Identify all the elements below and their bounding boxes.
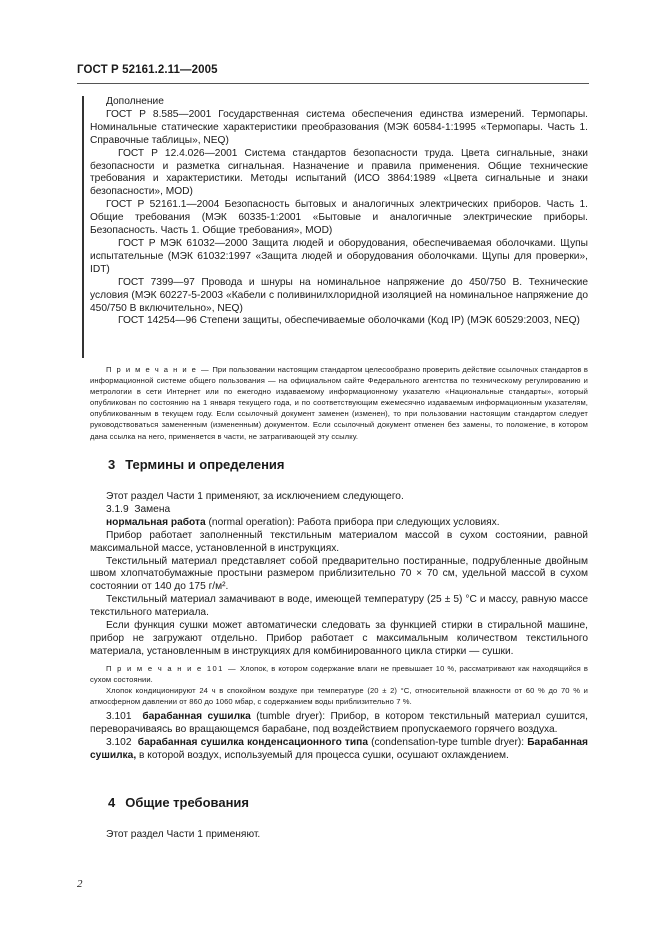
term: нормальная работа (106, 516, 206, 528)
section-title: Общие требования (125, 795, 249, 810)
term-definition (90, 517, 588, 530)
section-intro: Этот раздел Части 1 применяют. (106, 829, 261, 840)
definition-3-102 (90, 737, 588, 763)
supplement-item: ГОСТ Р 12.4.026—2001 Система стандартов безопасности труда. Цвета сигнальные, знаки безопасности и разметка сигнальная. Назначение и правила применения. Общие технические требования и характеристики. Методы испытаний (ИСО 3864:1989 «Цвета сигнальные и знаки безопасности», MOD) (90, 147, 588, 198)
clause-number: 3.102 (106, 736, 132, 748)
section-3-body (90, 491, 588, 763)
clause-number: 3.1.9 (106, 503, 129, 515)
section-number: 3 (108, 457, 116, 472)
change-bar (82, 96, 84, 358)
paragraph: Прибор работает заполненный текстильным материалом массой в сухом состоянии, равной максимальной массе, установленной в инструкциях. (90, 529, 588, 554)
section-title: Термины и определения (125, 457, 285, 472)
header-rule (77, 83, 589, 84)
section-number: 4 (108, 795, 116, 810)
note-label: П р и м е ч а н и е — (106, 365, 210, 374)
note-block (90, 364, 588, 442)
supplement-item: ГОСТ 14254—96 Степени защиты, обеспечиваемые оболочками (Код IP) (МЭК 60529:2003, NEQ) (118, 315, 580, 327)
supplement-heading: Дополнение (106, 96, 164, 107)
note-text: Хлопок, в котором содержание влаги не превышает 10 %, рассматривают как находящийся в сухом состоянии. (90, 663, 588, 684)
term: барабанная сушилка конденсационного типа (137, 736, 368, 748)
note-101 (90, 663, 588, 685)
paragraph: Текстильный материал представляет собой предварительно постиранные, подрубленные двойным швом хлопчатобумажные простыни размером приблизительно 70 × 70 см, удельной массой в сухом состоянии от 140 до 175 г/м². (90, 555, 588, 593)
section-4-heading (108, 795, 249, 810)
paragraph: Текстильный материал замачивают в воде, имеющей температуру (25 ± 5) °С и массу, равную массе текстильного материала. (90, 594, 588, 619)
section-3-heading (108, 457, 285, 472)
supplement-item: ГОСТ Р МЭК 61032—2000 Защита людей и оборудования, обеспечиваемая оболочками. Щупы испытательные (МЭК 61032:1997 «Защита людей и оборудования оболочками. Щупы для проверки», IDT) (90, 237, 588, 275)
replace-line (90, 504, 588, 517)
section-intro: Этот раздел Части 1 применяют, за исключением следующего. (106, 491, 404, 502)
term-text: в которой воздух, используемый для процесса сушки, осушают охлаждением. (139, 749, 509, 761)
section-4-body (90, 829, 588, 842)
page-number: 2 (77, 878, 83, 890)
document-header: ГОСТ Р 52161.2.11—2005 (77, 64, 218, 76)
term-text: (normal operation): Работа прибора при следующих условиях. (208, 516, 500, 528)
note-label: П р и м е ч а н и е 101 — (106, 663, 238, 673)
term-text: (tumble dryer): Прибор, в котором текстильный материал сушится, переворачиваясь во вращающемся барабане, под воздействием пропускаемого горячего воздуха. (90, 711, 588, 736)
paragraph: Если функция сушки может автоматически следовать за функцией стирки в стиральной машине, прибор не загружают отдельно. Прибор работает с максимальным количеством текстильного материала, установленным в инструкциях для комбинированного цикла стирки — сушки. (90, 620, 588, 657)
term: барабанная сушилка (142, 711, 251, 723)
supplement-item: ГОСТ 7399—97 Провода и шнуры на номинальное напряжение до 450/750 В. Технические условия (МЭК 60227-5-2003 «Кабели с поливинилхлоридной изоляцией на номинальное напряжение до 450/750 В включительно», NEQ) (90, 276, 588, 314)
note-101-cont: Хлопок кондиционируют 24 ч в спокойном воздухе при температуре (20 ± 2) °С, относительной влажности от 60 % до 70 % и атмосферном давлении от 860 до 1060 мбар, с содержанием воды приблизительно 7 %. (90, 685, 588, 707)
term: Барабанная сушилка, (90, 736, 588, 761)
supplement-item: ГОСТ Р 8.585—2001 Государственная система обеспечения единства измерений. Термопары. Номинальные статические характеристики преобразования (МЭК 60584-1:1995 «Термопары. Часть 1. Справочные таблицы», NEQ) (90, 108, 588, 146)
definition-3-101 (90, 711, 588, 737)
supplement-item: ГОСТ Р 52161.1—2004 Безопасность бытовых и аналогичных электрических приборов. Часть 1. Общие требования (МЭК 60335-1:2001 «Бытовые и аналогичные электрические приборы. Безопасность. Часть 1. Общие требования», MOD) (90, 199, 588, 237)
supplement-block (90, 96, 588, 328)
note-text: При пользовании настоящим стандартом целесообразно проверить действие ссылочных стандартов в информационной системе общего пользования — на официальном сайте Федерального агентства по техническому регулированию и метрологии в сети Интернет или по ежегодно издаваемому информационному указателю «Национальные стандарты», который опубликован по состоянию на 1 января текущего года, и по соответствующим ежемесячно издаваемым информационным указателям, опубликованным в текущем году. Если ссылочный документ заменен (изменен), то при пользовании настоящим стандартом следует руководствоваться замененным (измененным) документом. Если ссылочный документ отменен без замены, то положение, в котором дана ссылка на него, применяется в части, не затрагивающей эту ссылку. (90, 365, 588, 441)
note-paragraph (90, 364, 588, 442)
clause-number: 3.101 (106, 711, 132, 723)
replace-label: Замена (134, 503, 171, 515)
term-text: (condensation-type tumble dryer): (371, 736, 525, 748)
